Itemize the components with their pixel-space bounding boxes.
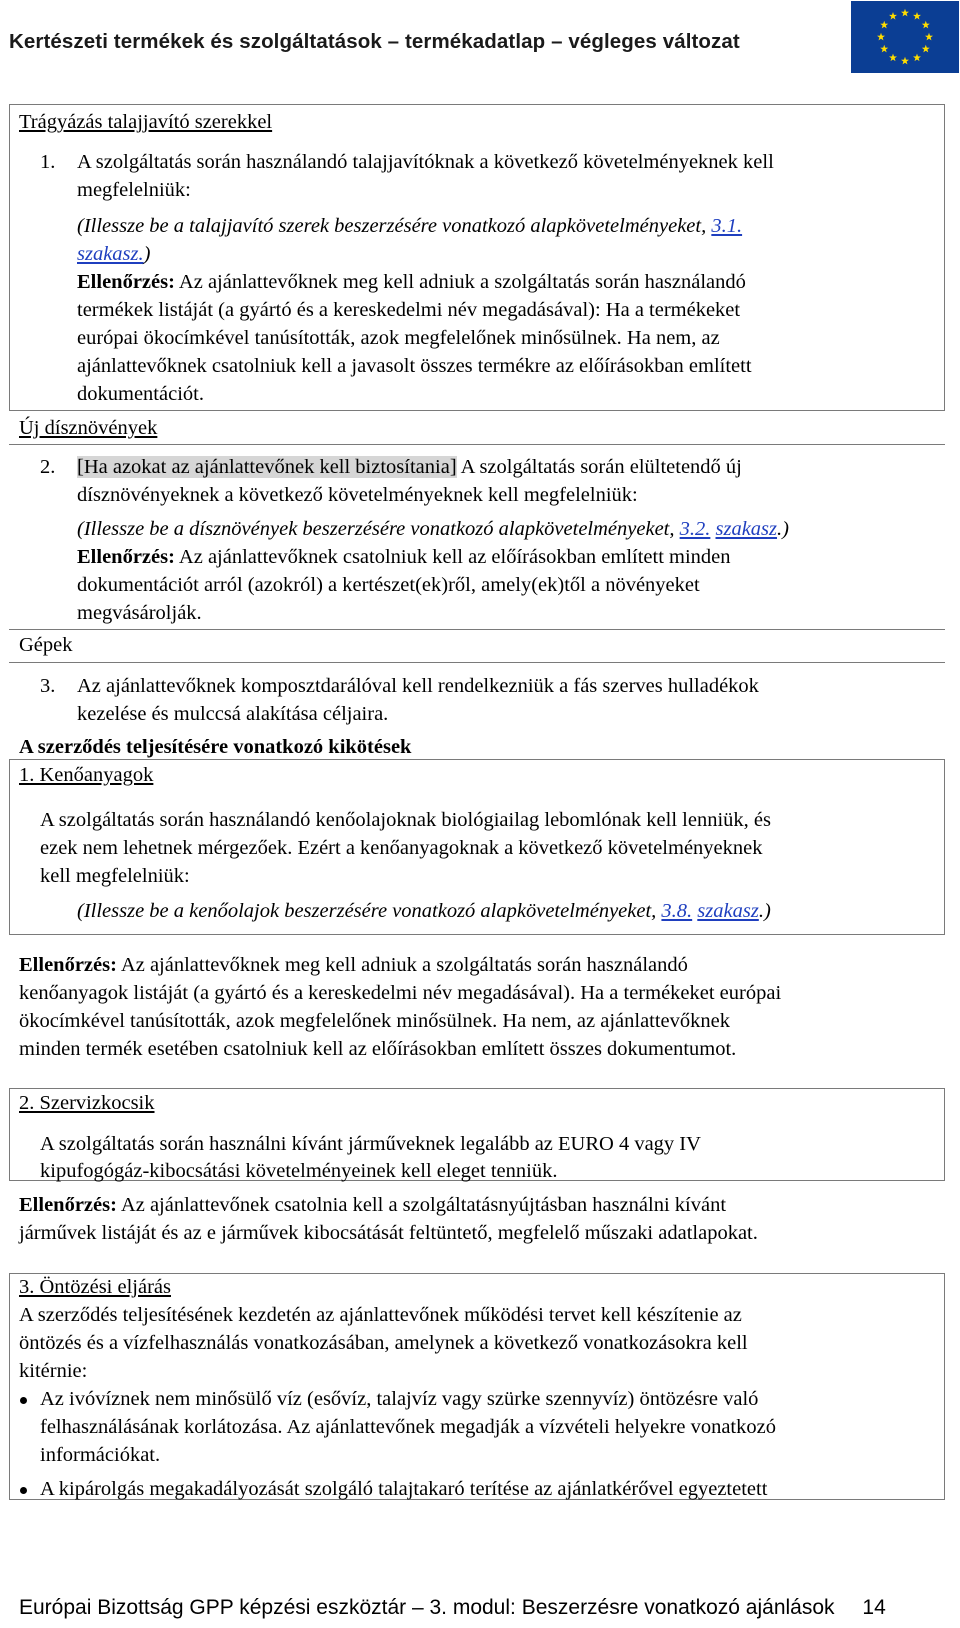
bullet-text: Az ivóvíznek nem minősülő víz (esővíz, talajvíz vagy szürke szennyvíz) öntözésre való bbox=[40, 1388, 759, 1410]
section-divider bbox=[9, 662, 945, 663]
item-number: 1. bbox=[40, 151, 56, 173]
verification-label: Ellenőrzés: bbox=[77, 271, 175, 293]
verification-text: ajánlattevőknek csatolniuk kell a javasolt összes termékre az előírásokban említett bbox=[77, 355, 752, 377]
verification-label: Ellenőrzés: bbox=[19, 954, 117, 976]
insert-instruction bbox=[77, 212, 742, 241]
verification-line bbox=[77, 268, 746, 297]
item-number: 3. bbox=[40, 675, 56, 697]
eu-stars-graphic bbox=[851, 1, 959, 73]
verification-text: ökocímkével tanúsították, azok megfelelőnek minősülnek. Ha nem, az ajánlattevőknek bbox=[19, 1010, 731, 1032]
bullet-icon bbox=[20, 1397, 27, 1404]
verification-text: Az ajánlattevőnek csatolnia kell a szolgáltatásnyújtásban használni kívánt bbox=[120, 1194, 727, 1216]
insert-instruction-cont bbox=[77, 240, 150, 269]
verification-text: Az ajánlattevőknek meg kell adniuk a szolgáltatás során használandó bbox=[178, 271, 746, 293]
criterion-line: kezelése és mulccsá alakítása céljaira. bbox=[77, 703, 389, 725]
lubricants-heading: 1. Kenőanyagok bbox=[19, 764, 154, 786]
lubricants-text: A szolgáltatás során használandó kenőolajoknak biológiailag lebomlónak kell lenniük, és bbox=[40, 809, 771, 831]
section-heading-soil-improvers: Trágyázás talajjavító szerekkel bbox=[19, 111, 273, 133]
highlighted-condition: [Ha azokat az ajánlattevőnek kell biztosítania] bbox=[77, 456, 457, 478]
verification-text: dokumentációt arról (azokról) a kertészet(ek)ről, amely(ek)től a növényeket bbox=[77, 574, 700, 596]
verification-line bbox=[77, 543, 731, 572]
footer-text: Európai Bizottság GPP képzési eszköztár – 3. modul: Beszerzésre vonatkozó ajánlások bbox=[19, 1596, 835, 1619]
verification-text: kenőanyagok listáját (a gyártó és a kereskedelmi név megadásával). Ha a termékeket európai bbox=[19, 982, 782, 1004]
verification-text: Az ajánlattevőknek csatolniuk kell az előírásokban említett minden bbox=[178, 546, 731, 568]
insert-close: .) bbox=[777, 518, 789, 540]
verification-line bbox=[19, 1191, 726, 1220]
criterion-line: Az ajánlattevőknek komposztdarálóval kell rendelkezniük a fás szerves hulladékok bbox=[77, 675, 759, 697]
vehicles-heading: 2. Szervizkocsik bbox=[19, 1092, 155, 1114]
reference-link[interactable]: 3.2. bbox=[679, 518, 711, 540]
bullet-text: információkat. bbox=[40, 1444, 161, 1466]
verification-text: európai ökocímkével tanúsították, azok megfelelőnek minősülnek. Ha nem, az bbox=[77, 327, 720, 349]
section-heading-ornamental-plants: Új dísznövények bbox=[19, 417, 158, 439]
insert-text: (Illessze be a kenőolajok beszerzésére vonatkozó alapkövetelményeket, bbox=[77, 900, 657, 922]
reference-link[interactable]: 3.8. bbox=[661, 900, 693, 922]
verification-label: Ellenőrzés: bbox=[77, 546, 175, 568]
insert-instruction bbox=[77, 897, 771, 926]
item-number: 2. bbox=[40, 456, 56, 478]
irrigation-text: A szerződés teljesítésének kezdetén az ajánlattevőnek működési tervet kell készítenie az bbox=[19, 1304, 742, 1326]
vehicles-text: A szolgáltatás során használni kívánt járműveknek legalább az EURO 4 vagy IV bbox=[40, 1133, 701, 1155]
verification-text: Az ajánlattevőknek meg kell adniuk a szolgáltatás során használandó bbox=[120, 954, 688, 976]
section-heading-machines: Gépek bbox=[19, 634, 73, 656]
reference-link[interactable]: 3.1. bbox=[711, 215, 743, 237]
bullet-text: A kipárolgás megakadályozását szolgáló talajtakaró terítése az ajánlatkérővel egyeztetett bbox=[40, 1478, 768, 1500]
verification-text: dokumentációt. bbox=[77, 383, 204, 405]
irrigation-text: kitérnie: bbox=[19, 1360, 88, 1382]
lubricants-text: ezek nem lehetnek mérgezőek. Ezért a kenőanyagoknak a következő követelményeknek bbox=[40, 837, 763, 859]
irrigation-text: öntözés és a vízfelhasználás vonatkozásában, amelynek a következő vonatkozásokra kell bbox=[19, 1332, 748, 1354]
criterion-line bbox=[77, 453, 742, 482]
irrigation-heading: 3. Öntözési eljárás bbox=[19, 1276, 171, 1298]
verification-text: megvásárolják. bbox=[77, 602, 202, 624]
criterion-line: megfelelniük: bbox=[77, 179, 191, 201]
verification-label: Ellenőrzés: bbox=[19, 1194, 117, 1216]
verification-text: termékek listáját (a gyártó és a kereskedelmi név megadásával): Ha a termékeket bbox=[77, 299, 741, 321]
page-number: 14 bbox=[862, 1596, 886, 1619]
criterion-line: A szolgáltatás során használandó talajjavítóknak a következő követelményeknek kell bbox=[77, 151, 774, 173]
criterion-line: dísznövényeknek a következő követelményeknek kell megfelelniük: bbox=[77, 484, 638, 506]
section-divider bbox=[9, 629, 945, 630]
insert-text: (Illessze be a talajjavító szerek beszerzésére vonatkozó alapkövetelményeket, bbox=[77, 215, 707, 237]
verification-line bbox=[19, 951, 688, 980]
verification-text: járművek listáját és az e járművek kibocsátását feltüntető, megfelelő műszaki adatlapokat. bbox=[19, 1222, 758, 1244]
insert-instruction bbox=[77, 515, 789, 544]
contract-clauses-heading: A szerződés teljesítésére vonatkozó kikötések bbox=[19, 736, 412, 758]
insert-close: ) bbox=[143, 243, 151, 265]
document-title: Kertészeti termékek és szolgáltatások – termékadatlap – végleges változat bbox=[9, 30, 740, 53]
vehicles-text: kipufogógáz-kibocsátási követelményeinek kell eleget tenniük. bbox=[40, 1160, 558, 1182]
verification-text: minden termék esetében csatolniuk kell az előírásokban említett összes dokumentumot. bbox=[19, 1038, 737, 1060]
lubricants-text: kell megfelelniük: bbox=[40, 865, 190, 887]
eu-flag-icon bbox=[851, 1, 959, 73]
reference-link[interactable]: szakasz. bbox=[77, 243, 144, 265]
section-divider bbox=[9, 444, 945, 445]
bullet-text: felhasználásának korlátozása. Az ajánlattevőnek megadják a vízvételi helyekre vonatkozó bbox=[40, 1416, 776, 1438]
criterion-text: A szolgáltatás során elültetendő új bbox=[460, 456, 742, 478]
reference-link[interactable]: szakasz bbox=[697, 900, 759, 922]
document-header bbox=[0, 0, 960, 84]
page-footer bbox=[19, 1593, 886, 1623]
insert-text: (Illessze be a dísznövények beszerzésére vonatkozó alapkövetelményeket, bbox=[77, 518, 675, 540]
reference-link[interactable]: szakasz bbox=[715, 518, 778, 540]
insert-close: .) bbox=[758, 900, 771, 922]
bullet-icon bbox=[20, 1487, 27, 1494]
